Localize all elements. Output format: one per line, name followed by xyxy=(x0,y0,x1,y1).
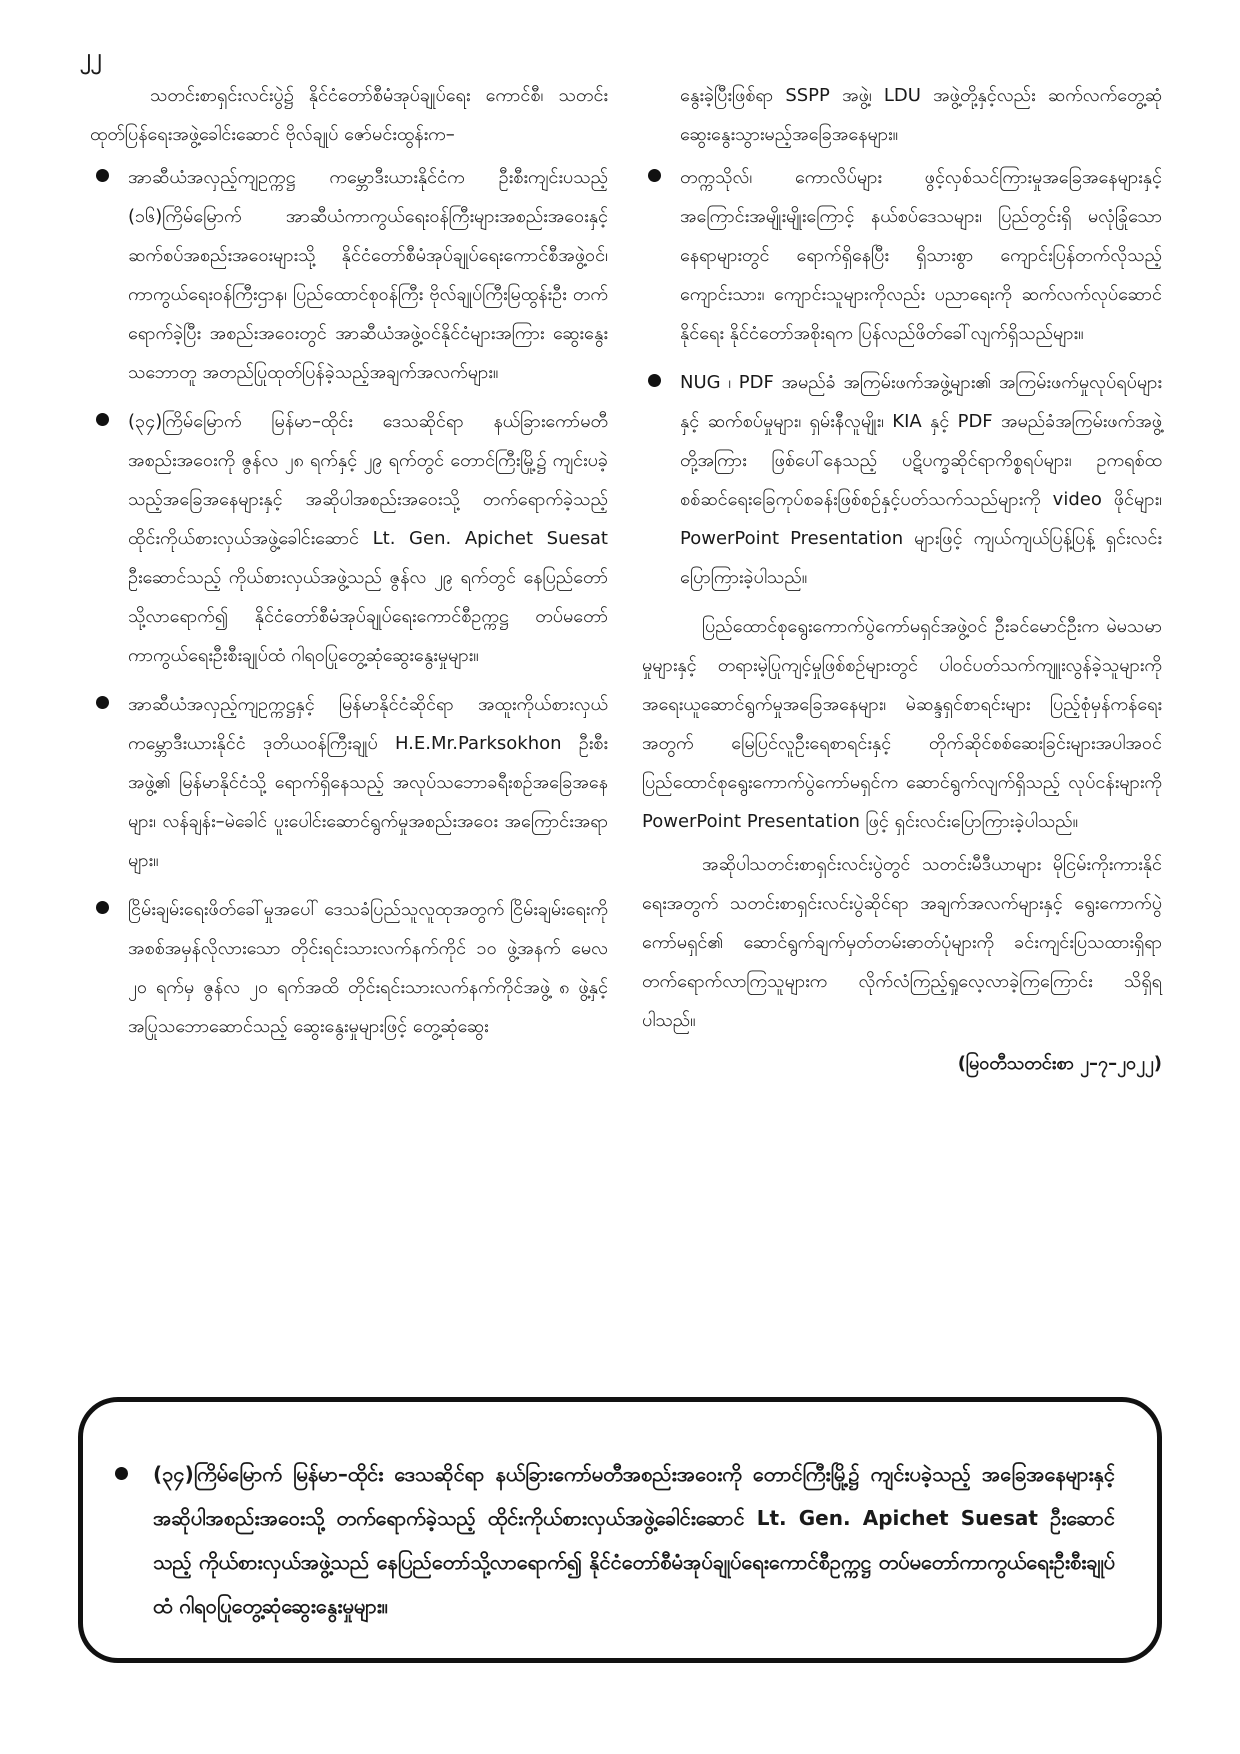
list-item xyxy=(90,685,608,880)
left-column xyxy=(90,76,608,1056)
list-item-text: အာဆီယံအလှည့်ကျဥက္ကဋ္ဌနှင့် မြန်မာနိုင်ငံဆိုင်ရာ အထူးကိုယ်စားလှယ် ကမ္ဘောဒီးယားနိုင်ငံ ဒုတိယဝန်ကြီးချုပ် H.E.Mr.Parksokhon ဦးစီးအဖွဲ့၏ မြန်မာနိုင်ငံသို့ ရောက်ရှိနေသည့် အလုပ်သဘောခရီးစဉ်အခြေအနေများ၊ လန်ချန်း–မဲခေါင် ပူးပေါင်းဆောင်ရွက်မှုအစည်းအဝေး အကြောင်းအရာများ။ xyxy=(128,694,608,871)
list-item xyxy=(642,363,1162,597)
list-item-text: (၃၄)ကြိမ်မြောက် မြန်မာ–ထိုင်း ဒေသဆိုင်ရာ နယ်ခြားကော်မတီအစည်းအဝေးကို ဇွန်လ ၂၈ ရက်နှင့် ၂၉ ရက်တွင် တောင်ကြီးမြို့၌ ကျင်းပခဲ့သည့်အခြေအနေများနှင့် အဆိုပါအစည်းအဝေးသို့ တက်ရောက်ခဲ့သည့် ထိုင်းကိုယ်စားလှယ်အဖွဲ့ခေါင်းဆောင် Lt. Gen. Apichet Suesat ဦးဆောင်သည့် ကိုယ်စားလှယ်အဖွဲ့သည် ဇွန်လ ၂၉ ရက်တွင် နေပြည်တော်သို့လာရောက်၍ နိုင်ငံတော်စီမံအုပ်ချုပ်ရေးကောင်စီဥက္ကဋ္ဌ တပ်မတော်ကာကွယ်ရေးဦးစီးချုပ်ထံ ဂါရဝပြုတွေ့ဆုံဆွေးနွေးမှုများ။ xyxy=(128,411,608,666)
list-item-text: အာဆီယံအလှည့်ကျဥက္ကဋ္ဌ ကမ္ဘောဒီးယားနိုင်ငံက ဦးစီးကျင်းပသည့် (၁၆)ကြိမ်မြောက် အာဆီယံကာကွယ်ရေးဝန်ကြီးများအစည်းအဝေးနှင့် ဆက်စပ်အစည်းအဝေးများသို့ နိုင်ငံတော်စီမံအုပ်ချုပ်ရေးကောင်စီအဖွဲ့ဝင်၊ ကာကွယ်ရေးဝန်ကြီးဌာန၊ ပြည်ထောင်စုဝန်ကြီး ဗိုလ်ချုပ်ကြီးမြထွန်းဦး တက်ရောက်ခဲ့ပြီး အစည်းအဝေးတွင် အာဆီယံအဖွဲ့ဝင်နိုင်ငံများအကြား ဆွေးနွေးသဘောတူ အတည်ပြုထုတ်ပြန်ခဲ့သည့်အချက်အလက်များ။ xyxy=(128,167,608,383)
bullet-icon xyxy=(96,169,109,182)
continued-paragraph: နွေးခဲ့ပြီးဖြစ်ရာ SSPP အဖွဲ့၊ LDU အဖွဲ့တို့နှင့်လည်း ဆက်လက်တွေ့ဆုံဆွေးနွေးသွားမည့်အခြေအနေများ။ xyxy=(680,85,1162,145)
list-item-text: NUG ၊ PDF အမည်ခံ အကြမ်းဖက်အဖွဲ့များ၏ အကြမ်းဖက်မှုလုပ်ရပ်များနှင့် ဆက်စပ်မှုများ၊ ရှမ်းနီလူမျိုး၊ KIA နှင့် PDF အမည်ခံအကြမ်းဖက်အဖွဲ့တို့အကြား ဖြစ်ပေါ်နေသည့် ပဋိပက္ခဆိုင်ရာကိစ္စရပ်များ၊ ဥကရစ်ထစစ်ဆင်ရေးခြေကုပ်စခန်းဖြစ်စဉ်နှင့်ပတ်သက်သည်များကို video ဖိုင်များ၊ PowerPoint Presentation များဖြင့် ကျယ်ကျယ်ပြန့်ပြန့် ရှင်းလင်းပြောကြားခဲ့ပါသည်။ xyxy=(680,372,1162,588)
list-item-text: တက္ကသိုလ်၊ ကောလိပ်များ ဖွင့်လှစ်သင်ကြားမှုအခြေအနေများနှင့် အကြောင်းအမျိုးမျိုးကြောင့် နယ်စပ်ဒေသများ၊ ပြည်တွင်းရှိ မလုံခြုံသောနေရာများတွင် ရောက်ရှိနေပြီး ရှိသားစွာ ကျောင်းပြန်တက်လိုသည့် ကျောင်းသား၊ ကျောင်းသူများကိုလည်း ပညာရေးကို ဆက်လက်လုပ်ဆောင်နိုင်ရေး နိုင်ငံတော်အစိုးရက ပြန်လည်ဖိတ်ခေါ်လျက်ရှိသည်များ။ xyxy=(680,167,1162,344)
highlight-box xyxy=(78,1397,1162,1663)
list-item-text: ငြိမ်းချမ်းရေးဖိတ်ခေါ်မှုအပေါ် ဒေသခံပြည်သူလူထုအတွက် ငြိမ်းချမ်းရေးကို အစစ်အမှန်လိုလားသော တိုင်းရင်းသားလက်နက်ကိုင် ၁၀ ဖွဲ့အနက် မေလ ၂၀ ရက်မှ ဇွန်လ ၂၀ ရက်အထိ တိုင်းရင်းသားလက်နက်ကိုင်အဖွဲ့ ၈ ဖွဲ့နှင့် အပြုသဘောဆောင်သည့် ဆွေးနွေးမှုများဖြင့် တွေ့ဆုံဆွေး xyxy=(128,899,608,1037)
source-citation: (မြဝတီသတင်းစာ ၂–၇–၂၀၂၂) xyxy=(957,1053,1162,1074)
highlight-text: (၃၄)ကြိမ်မြောက် မြန်မာ–ထိုင်း ဒေသဆိုင်ရာ နယ်ခြားကော်မတီအစည်းအဝေးကို တောင်ကြီးမြို့၌ ကျင်းပခဲ့သည့် အခြေအနေများနှင့် အဆိုပါအစည်းအဝေးသို့ တက်ရောက်ခဲ့သည့် ထိုင်းကိုယ်စားလှယ်အဖွဲ့ခေါင်းဆောင် Lt. Gen. Apichet Suesat ဦးဆောင်သည့် ကိုယ်စားလှယ်အဖွဲ့သည် နေပြည်တော်သို့လာရောက်၍ နိုင်ငံတော်စီမံအုပ်ချုပ်ရေးကောင်စီဥက္ကဋ္ဌ တပ်မတော်ကာကွယ်ရေးဦးစီးချုပ်ထံ ဂါရဝပြုတွေ့ဆုံဆွေးနွေးမှုများ။ xyxy=(153,1462,1115,1618)
list-item xyxy=(90,890,608,1046)
body-paragraph: ပြည်ထောင်စုရွေးကောက်ပွဲကော်မရှင်အဖွဲ့ဝင် ဦးခင်မောင်ဦးက မဲမသမာမှုများနှင့် တရားမဲ့ပြုကျင့်မှုဖြစ်စဉ်များတွင် ပါဝင်ပတ်သက်ကျူးလွန်ခဲ့သူများကို အရေးယူဆောင်ရွက်မှုအခြေအနေများ၊ မဲဆန္ဒရှင်စာရင်းများ ပြည့်စုံမှန်ကန်ရေးအတွက် မြေပြင်လူဦးရေစာရင်းနှင့် တိုက်ဆိုင်စစ်ဆေးခြင်းများအပါအဝင် ပြည်ထောင်စုရွေးကောက်ပွဲကော်မရှင်က ဆောင်ရွက်လျက်ရှိသည့် လုပ်ငန်းများကို PowerPoint Presentation ဖြင့် ရှင်းလင်းပြောကြားခဲ့ပါသည်။ xyxy=(642,616,1162,832)
bullet-icon xyxy=(96,696,109,709)
page-number: ၂၂ xyxy=(80,45,102,70)
intro-paragraph: သတင်းစာရှင်းလင်းပွဲ၌ နိုင်ငံတော်စီမံအုပ်ချုပ်ရေး ကောင်စီ၊ သတင်းထုတ်ပြန်ရေးအဖွဲ့ခေါင်းဆောင် ဗိုလ်ချုပ် ဇော်မင်းထွန်းက– xyxy=(90,85,608,145)
list-item xyxy=(90,402,608,675)
body-paragraph: အဆိုပါသတင်းစာရှင်းလင်းပွဲတွင် သတင်းမီဒီယာများ မိုငြမ်းကိုးကားနိုင်ရေးအတွက် သတင်းစာရှင်းလင်းပွဲဆိုင်ရာ အချက်အလက်များနှင့် ရွေးကောက်ပွဲကော်မရှင်၏ ဆောင်ရွက်ချက်မှတ်တမ်းဓာတ်ပုံများကို ခင်းကျင်းပြသထားရှိရာ တက်ရောက်လာကြသူများက လိုက်လံကြည့်ရှုလေ့လာခဲ့ကြကြောင်း သိရှိရပါသည်။ xyxy=(642,854,1162,1031)
list-item xyxy=(642,158,1162,353)
bullet-icon xyxy=(648,169,661,182)
list-item xyxy=(90,158,608,392)
bullet-icon xyxy=(648,374,661,387)
highlight-bullet xyxy=(113,1452,1115,1628)
bullet-icon xyxy=(96,413,109,426)
bullet-icon xyxy=(96,901,109,914)
right-column xyxy=(642,76,1162,1083)
bullet-icon xyxy=(115,1467,128,1480)
